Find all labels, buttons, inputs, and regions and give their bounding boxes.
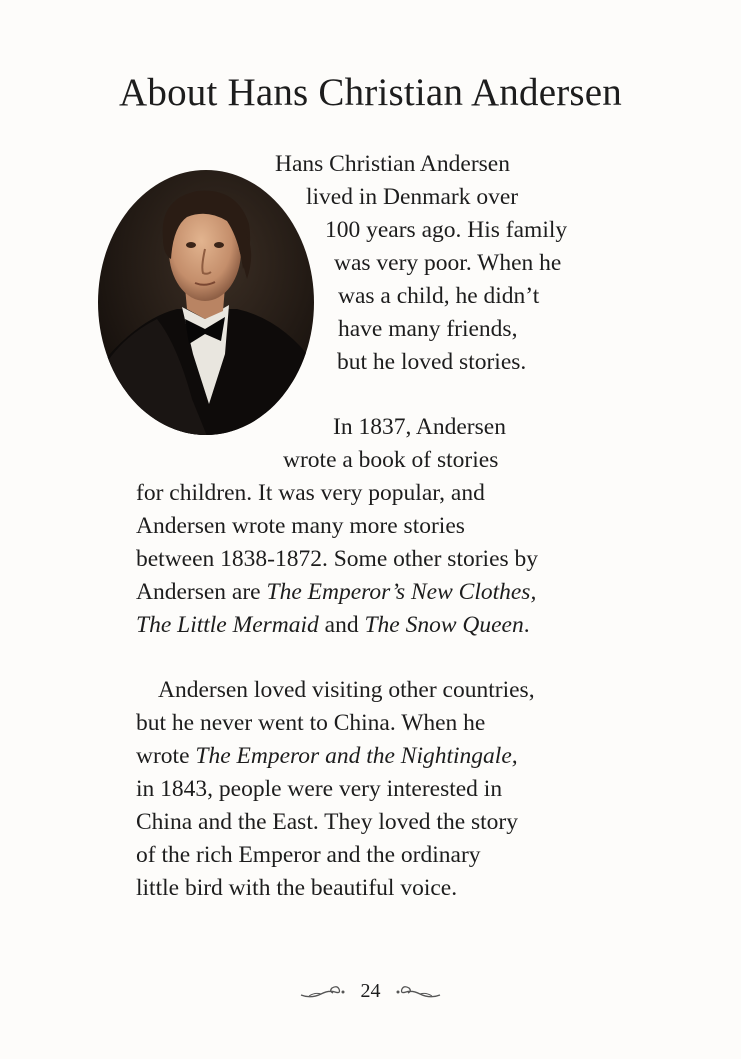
book-title-snow-queen: The Snow Queen (364, 612, 524, 638)
paragraph-1-line-6: have many friends, (338, 316, 518, 342)
paragraph-3-line-4: in 1843, people were very interested in (136, 776, 503, 802)
paragraph-2-text: Andersen are (136, 579, 267, 605)
flourish-left-icon (299, 982, 347, 1002)
paragraph-1-line-4: was very poor. When he (334, 250, 562, 276)
paragraph-3-wrote: wrote (136, 743, 196, 769)
paragraph-2-line-1: In 1837, Andersen (333, 414, 506, 440)
paragraph-2-end: . (523, 612, 530, 638)
paragraph-3-line-3 (136, 740, 518, 773)
page-title: About Hans Christian Andersen (119, 71, 622, 114)
paragraph-3-line-2: but he never went to China. When he (136, 710, 486, 736)
paragraph-2-line-3: for children. It was very popular, and (136, 480, 485, 506)
paragraph-1-line-7: but he loved stories. (337, 349, 527, 375)
paragraph-2-line-6 (136, 576, 536, 609)
paragraph-2-line-4: Andersen wrote many more stories (136, 513, 465, 539)
paragraph-2-line-5: between 1838-1872. Some other stories by (136, 546, 539, 572)
paragraph-2-line-7 (136, 609, 530, 642)
paragraph-1-line-3: 100 years ago. His family (325, 217, 568, 243)
book-title-emperor-and-nightingale: The Emperor and the Nightingale, (195, 743, 518, 769)
page-footer (0, 980, 741, 1003)
page-number: 24 (360, 980, 381, 1002)
book-title-emperors-new-clothes: The Emperor’s New Clothes, (266, 579, 537, 605)
paragraph-3-line-7: little bird with the beautiful voice. (136, 875, 458, 901)
paragraph-3-line-1: Andersen loved visiting other countries, (158, 677, 535, 703)
paragraph-1-line-2: lived in Denmark over (306, 184, 519, 210)
paragraph-3-line-5: China and the East. They loved the story (136, 809, 519, 835)
paragraph-1-line-1: Hans Christian Andersen (275, 151, 510, 177)
flourish-right-icon (394, 982, 442, 1002)
paragraph-3-line-6: of the rich Emperor and the ordinary (136, 842, 481, 868)
paragraph-2-line-2: wrote a book of stories (283, 447, 499, 473)
paragraph-2-and: and (318, 612, 365, 638)
andersen-portrait (97, 169, 315, 436)
paragraph-1-line-5: was a child, he didn’t (338, 283, 540, 309)
book-title-little-mermaid: The Little Mermaid (136, 612, 319, 638)
